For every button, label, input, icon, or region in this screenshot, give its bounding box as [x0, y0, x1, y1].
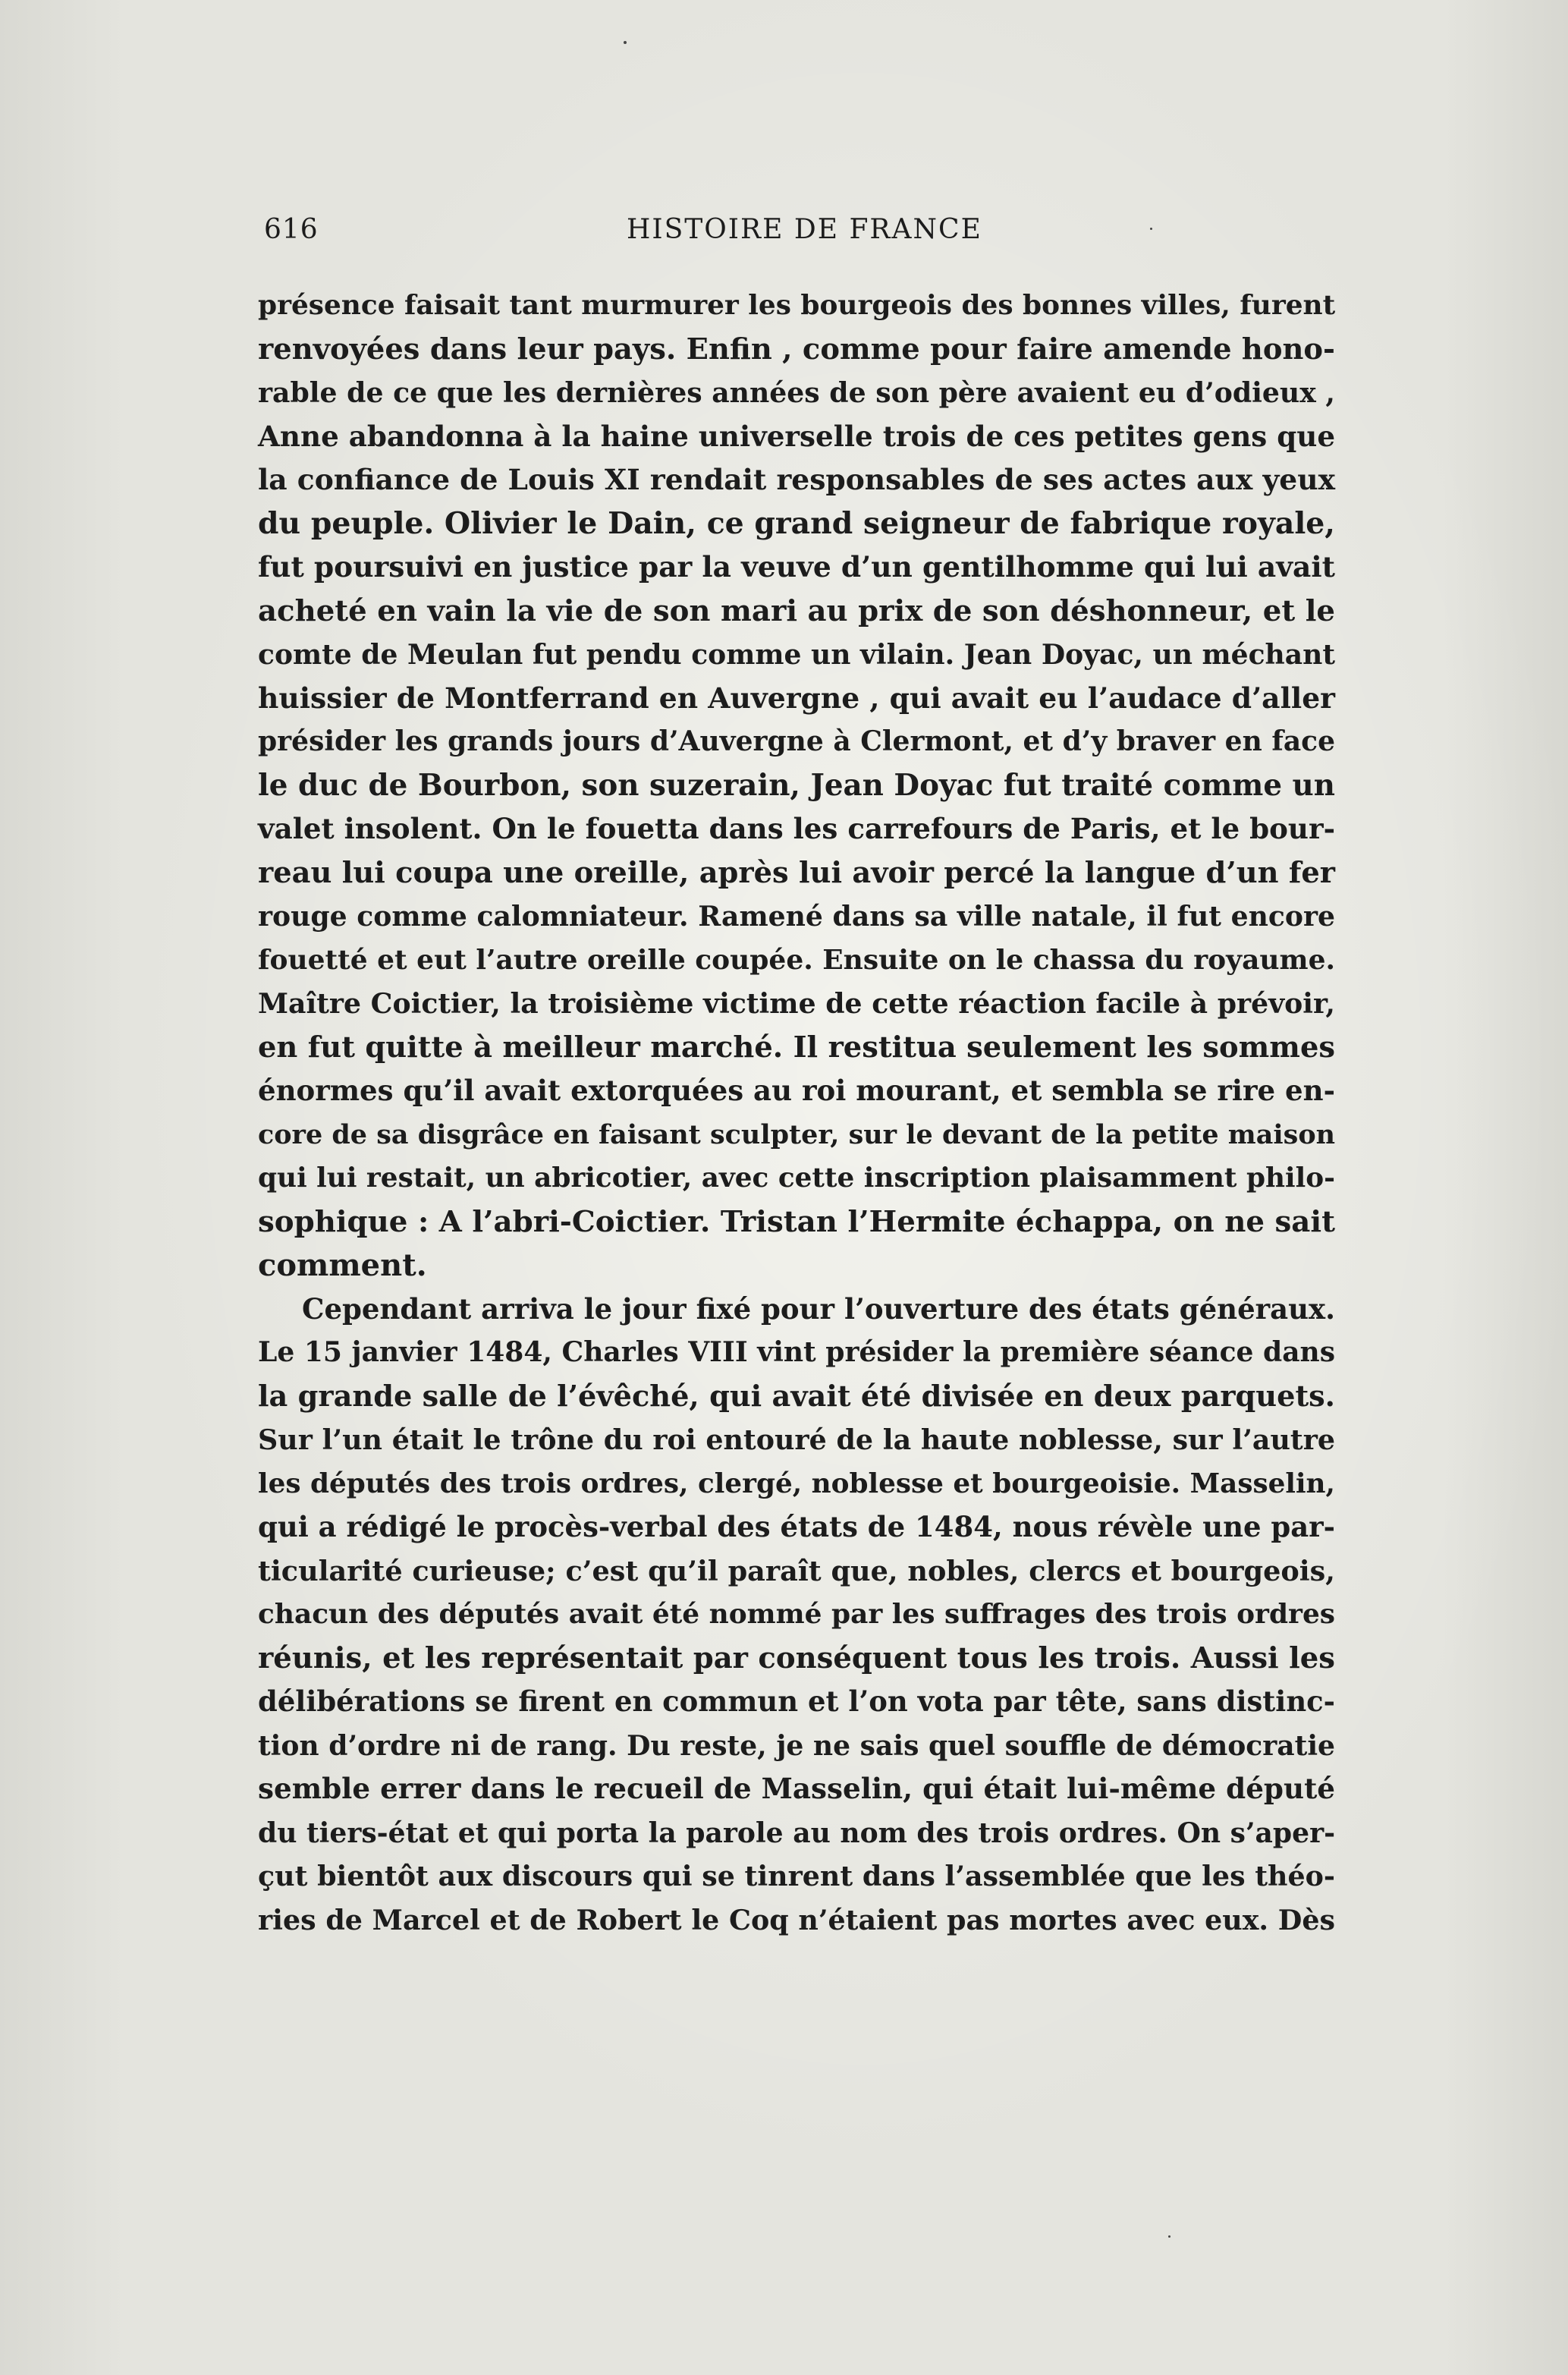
text-line: du peuple. Olivier le Dain, ce grand seigneur de fabrique royale,	[258, 505, 1335, 541]
text-line: fouetté et eut l’autre oreille coupée. Ensuite on le chassa du royaume.	[258, 943, 1335, 976]
page-number: 616	[264, 214, 319, 245]
text-line: valet insolent. On le fouetta dans les carrefours de Paris, et le bour-	[258, 812, 1335, 845]
text-line: renvoyées dans leur pays. Enfin , comme pour faire amende hono-	[258, 332, 1335, 366]
text-line: fut poursuivi en justice par la veuve d’un gentilhomme qui lui avait	[258, 550, 1335, 584]
text-line: core de sa disgrâce en faisant sculpter, sur le devant de la petite maison	[258, 1118, 1335, 1150]
text-line: présence faisait tant murmurer les bourgeois des bonnes villes, furent	[258, 289, 1336, 321]
text-line: les députés des trois ordres, clergé, noblesse et bourgeoisie. Masselin,	[258, 1467, 1335, 1499]
text-line: rouge comme calomniateur. Ramené dans sa ville natale, il fut encore	[258, 900, 1335, 933]
text-line: qui a rédigé le procès-verbal des états de 1484, nous révèle une par-	[258, 1510, 1335, 1543]
text-line: reau lui coupa une oreille, après lui avoir percé la langue d’un fer	[258, 855, 1335, 890]
text-line: semble errer dans le recueil de Masselin, qui était lui-même député	[258, 1772, 1335, 1805]
text-line: Le 15 janvier 1484, Charles VIII vint présider la première séance dans	[258, 1336, 1335, 1368]
text-line: délibérations se firent en commun et l’on vota par tête, sans distinc-	[258, 1685, 1335, 1718]
text-line: tion d’ordre ni de rang. Du reste, je ne sais quel souffle de démocratie	[258, 1729, 1335, 1762]
text-line: huissier de Montferrand en Auvergne , qui avait eu l’audace d’aller	[258, 681, 1335, 715]
text-line: le duc de Bourbon, son suzerain, Jean Doyac fut traité comme un	[258, 768, 1335, 803]
text-line: chacun des députés avait été nommé par les suffrages des trois ordres	[258, 1598, 1335, 1630]
running-title: HISTOIRE DE FRANCE	[627, 214, 982, 245]
text-line: la confiance de Louis XI rendait responsables de ses actes aux yeux	[258, 463, 1335, 496]
dust-speck	[624, 41, 627, 44]
text-line: ries de Marcel et de Robert le Coq n’étaient pas mortes avec eux. Dès	[258, 1903, 1335, 1936]
text-line: acheté en vain la vie de son mari au prix de son déshonneur, et le	[258, 593, 1335, 628]
running-header	[264, 214, 1334, 260]
body-text	[258, 284, 1335, 1942]
text-line: présider les grands jours d’Auvergne à Clermont, et d’y braver en face	[258, 725, 1335, 757]
text-line: Sur l’un était le trône du roi entouré de la haute noblesse, sur l’autre	[258, 1423, 1335, 1456]
text-line: ticularité curieuse; c’est qu’il paraît que, nobles, clercs et bourgeois,	[258, 1554, 1335, 1587]
text-line: réunis, et les représentait par conséquent tous les trois. Aussi les	[258, 1640, 1335, 1675]
text-line: la grande salle de l’évêché, qui avait été divisée en deux parquets.	[258, 1379, 1335, 1414]
text-line: en fut quitte à meilleur marché. Il restitua seulement les sommes	[258, 1030, 1335, 1065]
text-line: qui lui restait, un abricotier, avec cette inscription plaisamment philo-	[258, 1162, 1335, 1194]
text-line: comte de Meulan fut pendu comme un vilain. Jean Doyac, un méchant	[258, 638, 1335, 671]
text-line: énormes qu’il avait extorquées au roi mourant, et sembla se rire en-	[258, 1074, 1335, 1107]
text-line: sophique : A l’abri-Coictier. Tristan l’Hermite échappa, on ne sait	[258, 1204, 1335, 1239]
text-line: çut bientôt aux discours qui se tinrent dans l’assemblée que les théo-	[258, 1860, 1335, 1892]
text-line: Anne abandonna à la haine universelle trois de ces petites gens que	[258, 419, 1336, 453]
text-line: Cependant arriva le jour fixé pour l’ouverture des états généraux.	[302, 1291, 1335, 1326]
text-line: Maître Coictier, la troisième victime de cette réaction facile à prévoir,	[258, 987, 1335, 1020]
text-line: du tiers-état et qui porta la parole au nom des trois ordres. On s’aper-	[258, 1816, 1336, 1849]
text-line: rable de ce que les dernières années de son père avaient eu d’odieux ,	[258, 376, 1335, 409]
text-line: comment.	[258, 1247, 427, 1283]
dust-speck	[1168, 2235, 1171, 2238]
